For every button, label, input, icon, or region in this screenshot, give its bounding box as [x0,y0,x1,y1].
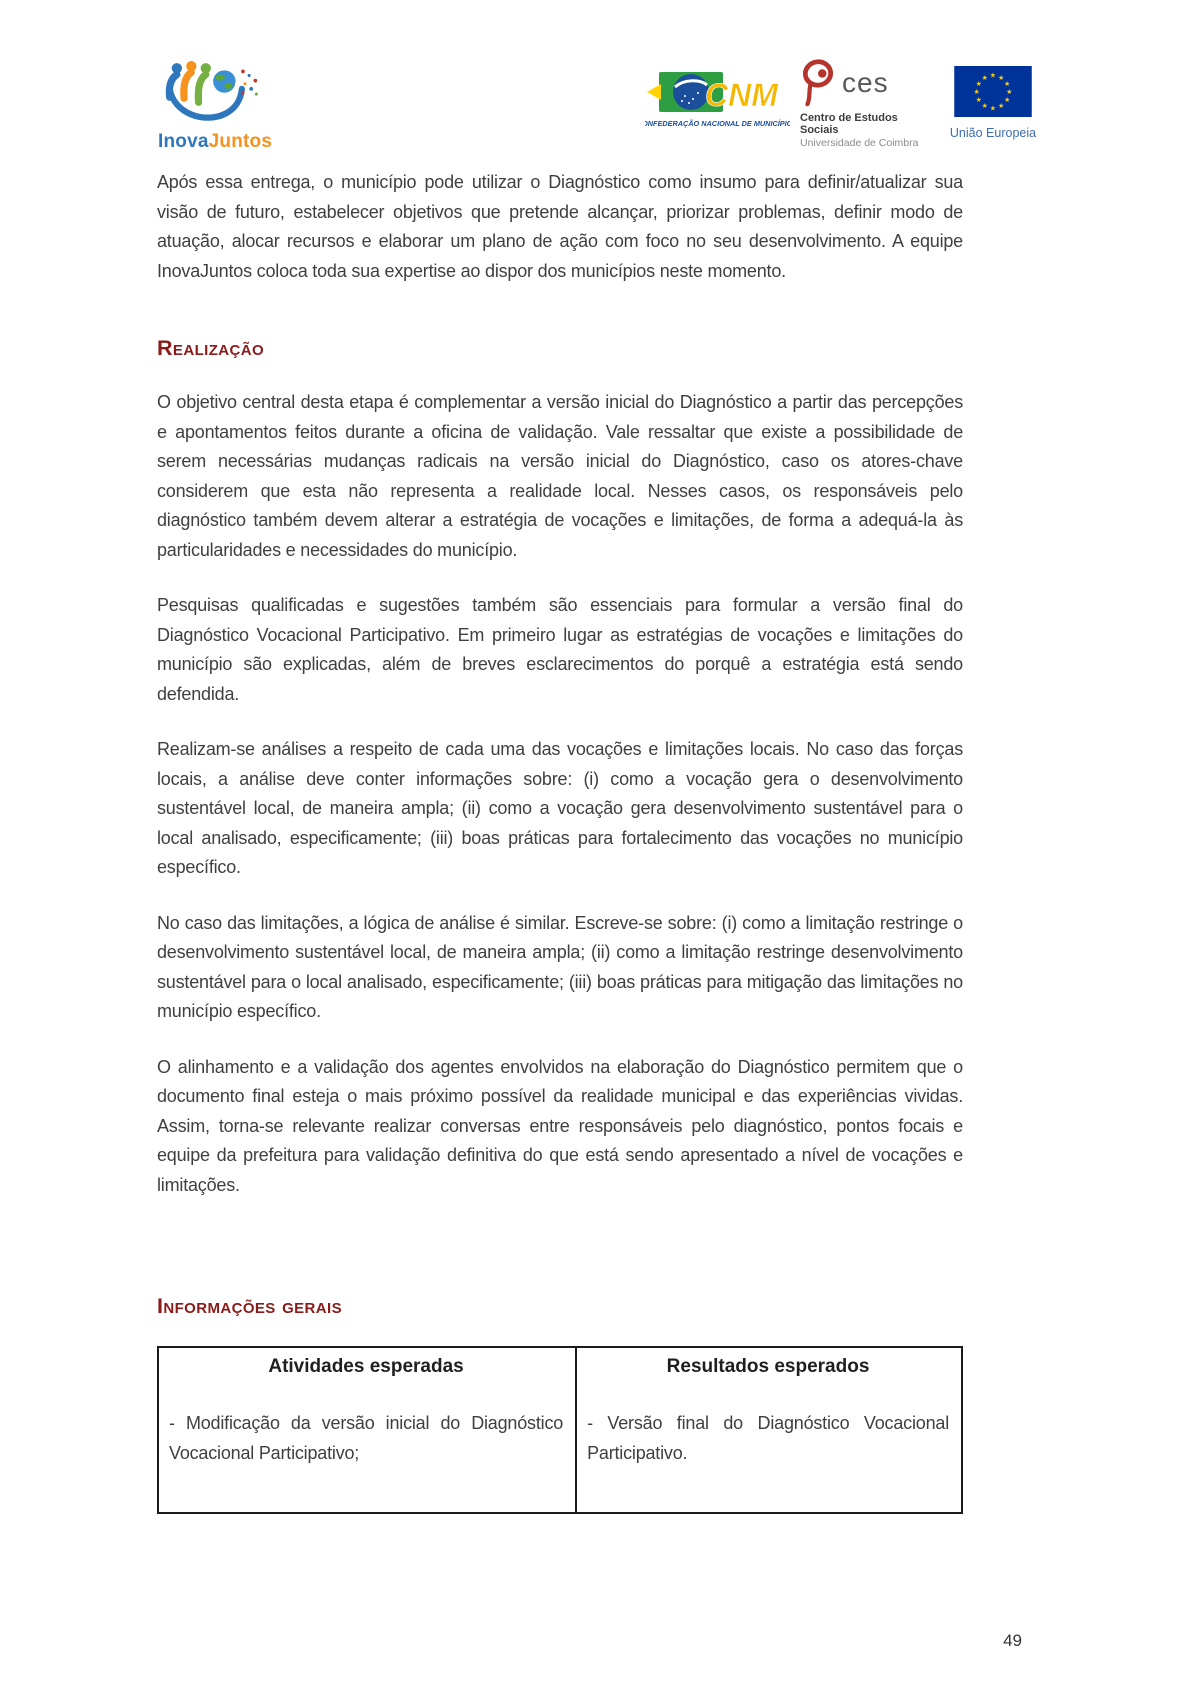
cnm-acronym-text: CNM [705,77,778,113]
ces-logo [800,58,935,149]
ces-caption-line2: Universidade de Coimbra [800,137,919,149]
eu-logo [948,66,1038,140]
realizacao-paragraph-2: Pesquisas qualificadas e sugestões também são essenciais para formular a versão final do Diagnóstico Vocacional Participativo. Em primeiro lugar as estratégias de vocações e limitações do município são explicadas, além de breves esclarecimentos do porquê a estratégia está sendo defendida. [157,595,963,704]
ces-acronym-text: ces [842,67,889,98]
realizacao-paragraph-1: O objetivo central desta etapa é complementar a versão inicial do Diagnóstico a partir das percepções e apontamentos feitos durante a oficina de validação. Vale ressaltar que existe a possibilidade de serem necessárias mudanças radicais na versão inicial do Diagnóstico, caso os atores-chave considerem que esta não representa a realidade local. Nesses casos, os responsáveis pelo diagnóstico também devem alterar a estratégia de vocações e limitações, de forma a adequá-la às particularidades e necessidades do município. [157,392,963,560]
eu-star: ★ [1006,88,1013,97]
eu-star: ★ [997,73,1005,82]
table-header-activities: Atividades esperadas [268,1356,464,1377]
realizacao-paragraph-5: O alinhamento e a validação dos agentes envolvidos na elaboração do Diagnóstico permitem que o documento final esteja o mais próximo possível da realidade municipal e das experiências vividas. Assim, torna-se relevante realizar conversas entre responsáveis pelo diagnóstico, pontos focais e equipe da prefeitura para validação definitiva do que está sendo apresentado a nível de vocações e limitações. [157,1056,963,1195]
table-header-results: Resultados esperados [666,1356,870,1377]
eu-star: ★ [981,102,989,111]
eu-star: ★ [1003,96,1011,105]
inovajuntos-icon [161,60,265,124]
ces-icon [800,58,836,108]
inovajuntos-logo [158,60,273,153]
eu-star: ★ [989,104,997,113]
page-number: 49 [1003,1631,1022,1650]
eu-star: ★ [973,88,980,97]
eu-star: ★ [981,73,989,82]
intro-paragraph: Após essa entrega, o município pode utilizar o Diagnóstico como insumo para definir/atualizar sua visão de futuro, estabelecer objetivos que pretende alcançar, priorizar problemas, definir modo de atuação, alocar recursos e elaborar um plano de ação com foco no seu desenvolvimento. A equipe InovaJuntos coloca toda sua expertise ao dispor dos municípios neste momento. [157,172,963,281]
table-cell-results [576,1347,962,1513]
inovajuntos-wordmark-inova: Inova [158,131,209,152]
cnm-caption-text: CONFEDERAÇÃO NACIONAL DE MUNICÍPIOS [645,119,790,128]
eu-caption: União Europeia [949,126,1037,140]
expected-activities-results-table [157,1346,963,1514]
cnm-icon [645,72,790,134]
eu-star: ★ [989,71,997,80]
eu-star: ★ [1003,79,1011,88]
table-value-activities: - Modificação da versão inicial do Diagnóstico Vocacional Participativo; [169,1413,564,1463]
cnm-logo [645,72,790,139]
inovajuntos-wordmark-juntos: Juntos [208,131,273,152]
eu-star: ★ [975,79,983,88]
realizacao-paragraph-4: No caso das limitações, a lógica de análise é similar. Escreve-se sobre: (i) como a limitação restringe o desenvolvimento sustentável local, de maneira ampla; (ii) como a limitação restringe desenvolvimento sustentável para o local analisado, especificamente; (iii) boas práticas para mitigação das limitações no município específico. [157,912,963,1021]
eu-star: ★ [997,102,1005,111]
table-cell-activities [158,1347,576,1513]
eu-star: ★ [975,96,983,105]
inovajuntos-wordmark [158,131,273,153]
document-body [157,168,963,1514]
section-heading-realizacao: Realização [157,336,265,360]
table-value-results: - Versão final do Diagnóstico Vocacional Participativo. [587,1413,949,1463]
realizacao-paragraph-3: Realizam-se análises a respeito de cada uma das vocações e limitações locais. No caso das forças locais, a análise deve conter informações sobre: (i) como a vocação gera o desenvolvimento sustentável local, de maneira ampla; (ii) como a vocação gera desenvolvimento sustentável para o local analisado, especificamente; (iii) boas práticas para fortalecimento das vocações no município específico. [157,739,963,877]
ces-caption-line1: Centro de Estudos Sociais [800,112,898,136]
table-row [158,1347,962,1513]
eu-flag-icon [954,66,1032,117]
section-heading-informacoes-gerais: Informações gerais [157,1294,342,1318]
